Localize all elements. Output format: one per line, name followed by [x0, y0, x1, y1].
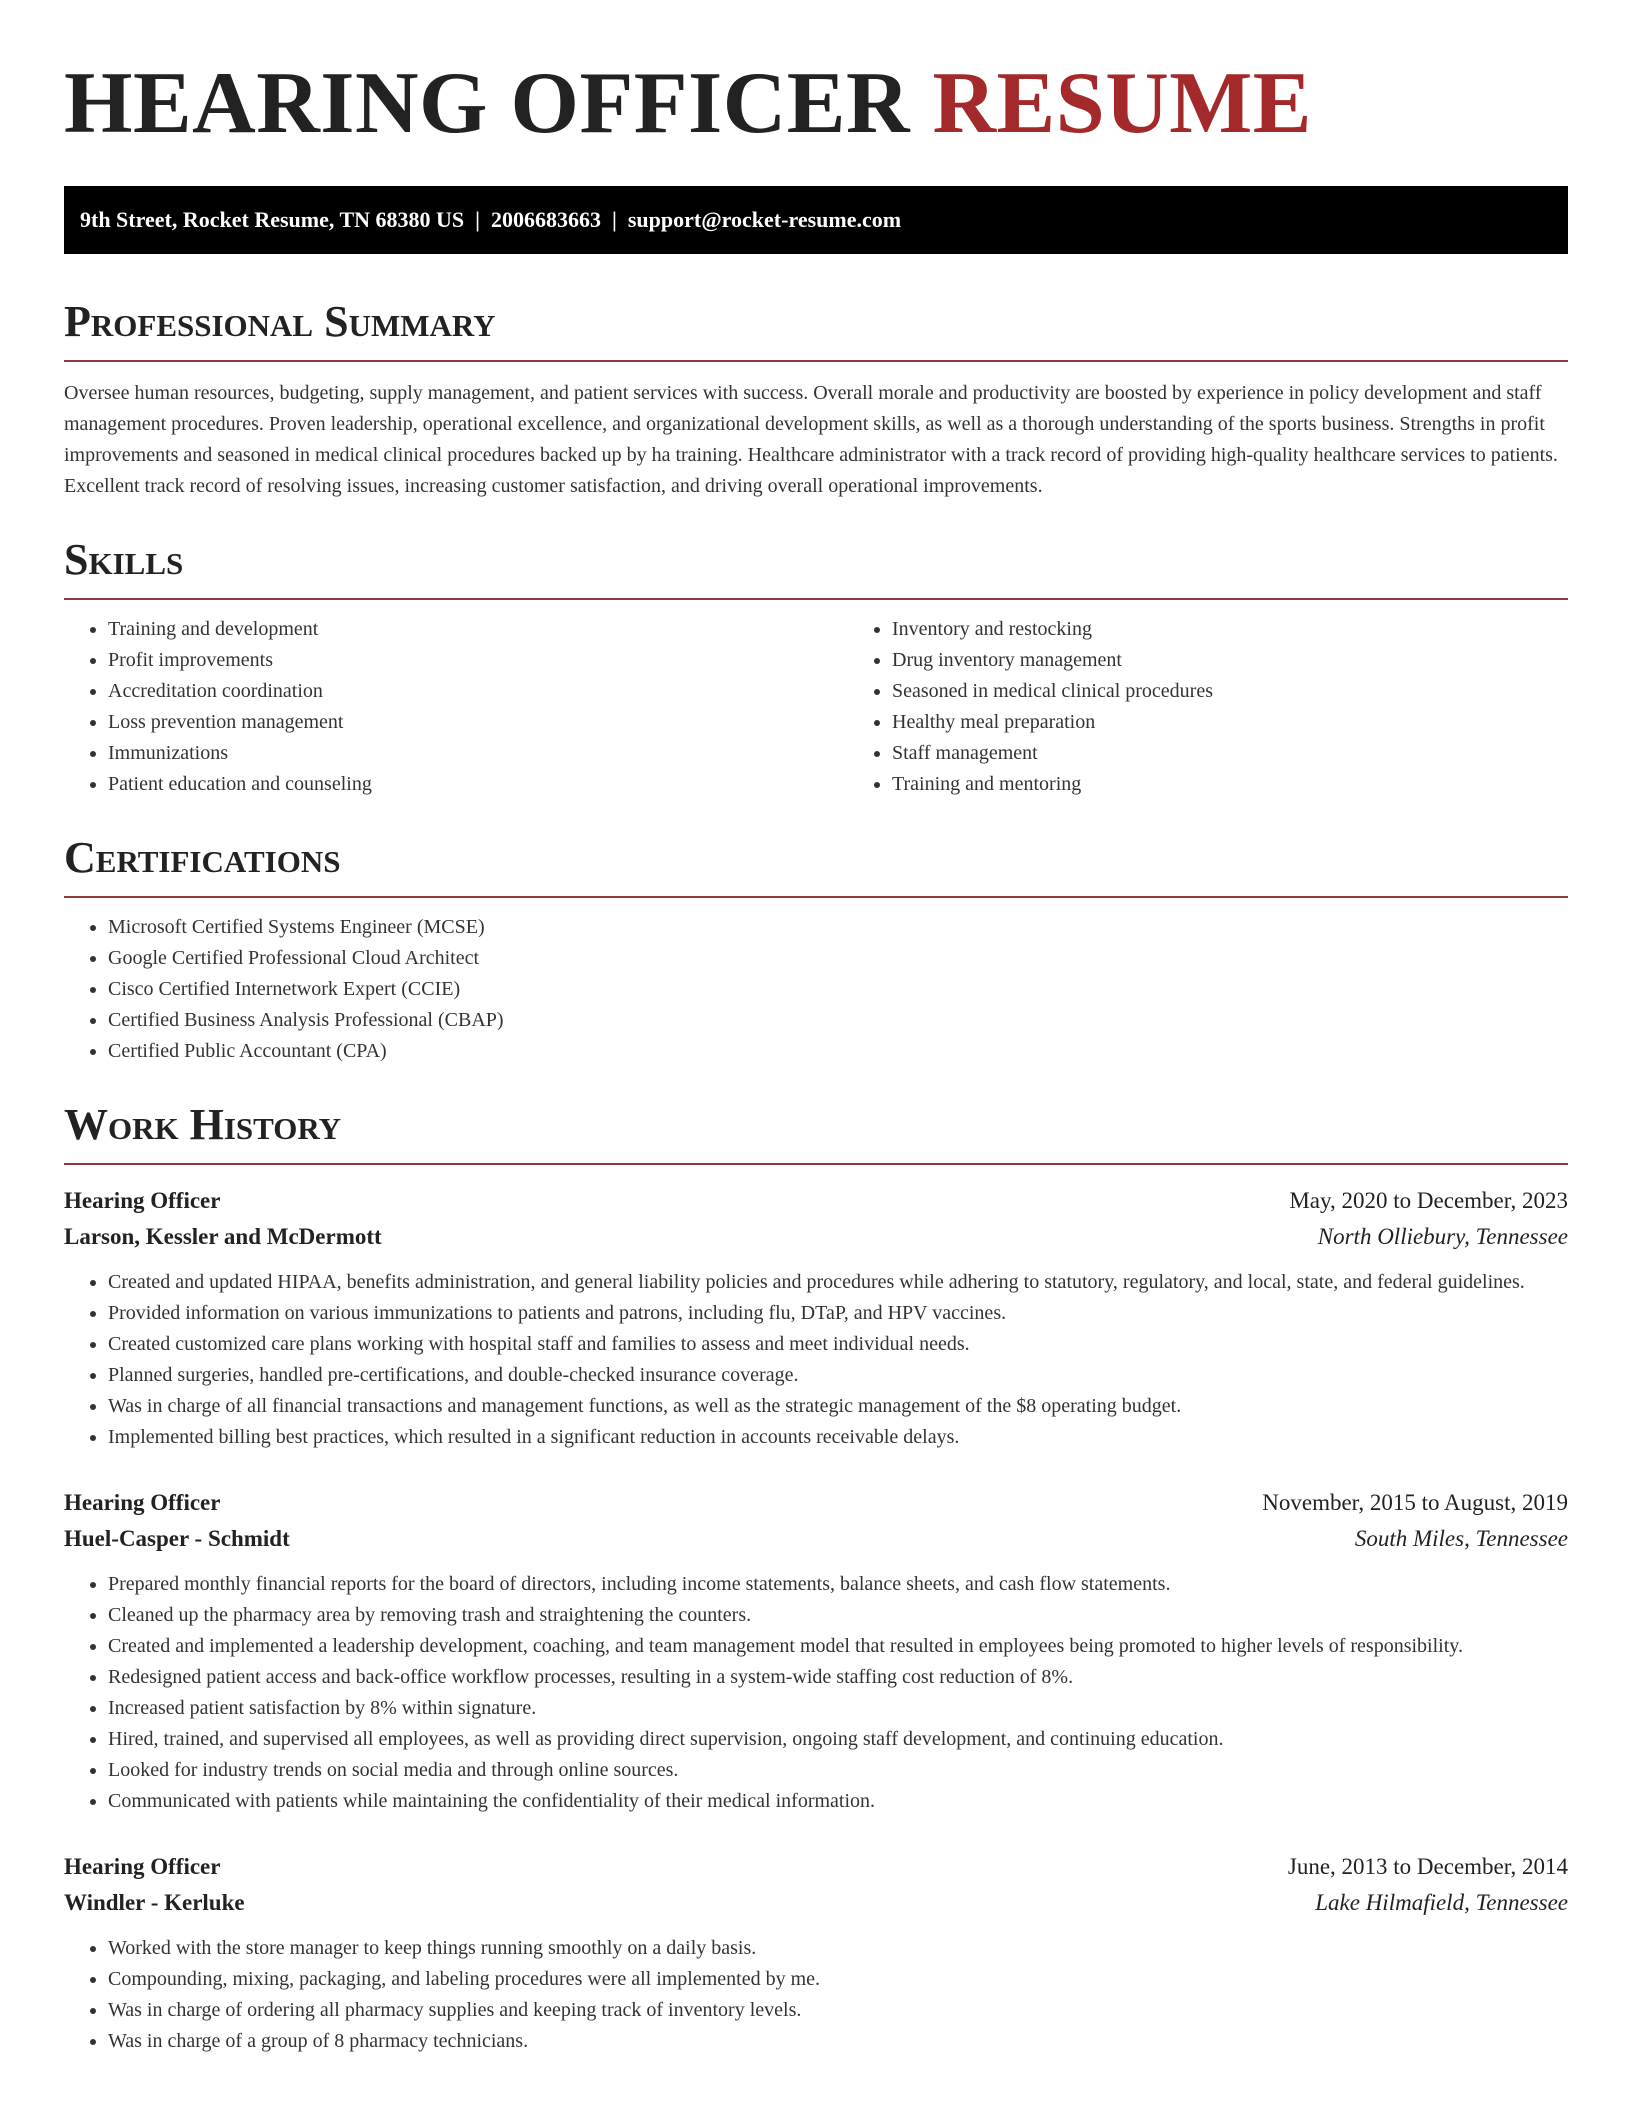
job-entry	[64, 1183, 1568, 1453]
skills-heading: Skills	[64, 532, 1568, 600]
job-bullet: • Worked with the store manager to keep things running smoothly on a daily basis.	[108, 1933, 1568, 1964]
job-header-row	[64, 1183, 1568, 1219]
certification-item: • Certified Business Analysis Professional (CBAP)	[108, 1005, 1568, 1036]
job-bullet: • Planned surgeries, handled pre-certifications, and double-checked insurance coverage.	[108, 1360, 1568, 1391]
certification-item: • Google Certified Professional Cloud Architect	[108, 943, 1568, 974]
job-dates: November, 2015 to August, 2019	[1262, 1490, 1568, 1515]
job-company: Huel-Casper - Schmidt	[64, 1526, 290, 1551]
skill-item: • Patient education and counseling	[108, 769, 848, 800]
certifications-list	[64, 912, 1568, 1067]
job-location: North Olliebury, Tennessee	[1317, 1224, 1568, 1249]
job-bullet: • Was in charge of ordering all pharmacy supplies and keeping track of inventory levels.	[108, 1995, 1568, 2026]
skills-column-1	[64, 614, 848, 800]
job-location: South Miles, Tennessee	[1354, 1526, 1568, 1551]
resume-page	[64, 56, 1568, 2057]
summary-text: Oversee human resources, budgeting, supply management, and patient services with success. Overall morale and productivity are boosted by experience in policy development and staff management procedures. Proven leadership, operational excellence, and organizational development skills, as well as a thorough understanding of the sports business. Strengths in profit improvements and seasoned in medical clinical procedures backed up by ha training. Healthcare administrator with a track record of providing high-quality healthcare services to patients. Excellent track record of resolving issues, increasing customer satisfaction, and driving overall operational improvements.	[64, 382, 1558, 497]
job-bullets	[64, 1569, 1568, 1817]
job-entry	[64, 1485, 1568, 1817]
skill-item: • Profit improvements	[108, 645, 848, 676]
job-bullet: • Prepared monthly financial reports for the board of directors, including income statements, balance sheets, and cash flow statements.	[108, 1569, 1568, 1600]
job-bullet: • Cleaned up the pharmacy area by removing trash and straightening the counters.	[108, 1600, 1568, 1631]
skill-item: • Training and development	[108, 614, 848, 645]
job-entry	[64, 1849, 1568, 2057]
summary-heading: Professional Summary	[64, 294, 1568, 362]
job-title: Hearing Officer	[64, 1188, 221, 1213]
certifications-heading: Certifications	[64, 830, 1568, 898]
skill-item: • Healthy meal preparation	[892, 707, 1568, 738]
title-accent: RESUME	[932, 55, 1312, 152]
certification-item: • Microsoft Certified Systems Engineer (MCSE)	[108, 912, 1568, 943]
skill-item: • Seasoned in medical clinical procedures	[892, 676, 1568, 707]
job-company-row	[64, 1885, 1568, 1921]
contact-bar: 9th Street, Rocket Resume, TN 68380 US | 2006683663 | support@rocket-resume.com	[64, 186, 1568, 254]
skill-item: • Accreditation coordination	[108, 676, 848, 707]
job-bullet: • Hired, trained, and supervised all employees, as well as providing direct supervision, ongoing staff development, and continuing education.	[108, 1724, 1568, 1755]
job-header-row	[64, 1849, 1568, 1885]
job-dates: June, 2013 to December, 2014	[1287, 1854, 1568, 1879]
job-bullet: • Provided information on various immunizations to patients and patrons, including flu, DTaP, and HPV vaccines.	[108, 1298, 1568, 1329]
job-company-row	[64, 1219, 1568, 1255]
skill-item: • Drug inventory management	[892, 645, 1568, 676]
job-bullet: • Was in charge of all financial transactions and management functions, as well as the strategic management of the $8 operating budget.	[108, 1391, 1568, 1422]
job-bullet: • Compounding, mixing, packaging, and labeling procedures were all implemented by me.	[108, 1964, 1568, 1995]
job-company: Larson, Kessler and McDermott	[64, 1224, 382, 1249]
certification-item: • Cisco Certified Internetwork Expert (CCIE)	[108, 974, 1568, 1005]
skill-item: • Loss prevention management	[108, 707, 848, 738]
job-title: Hearing Officer	[64, 1854, 221, 1879]
job-title: Hearing Officer	[64, 1490, 221, 1515]
job-bullets	[64, 1933, 1568, 2057]
work-history-heading: Work History	[64, 1097, 1568, 1165]
resume-title	[64, 56, 1568, 152]
skill-item: • Immunizations	[108, 738, 848, 769]
job-bullet: • Created and updated HIPAA, benefits administration, and general liability policies and procedures while adhering to statutory, regulatory, and local, state, and federal guidelines.	[108, 1267, 1568, 1298]
skills-column-2	[848, 614, 1568, 800]
job-bullet: • Communicated with patients while maintaining the confidentiality of their medical information.	[108, 1786, 1568, 1817]
job-bullet: • Created and implemented a leadership development, coaching, and team management model that resulted in employees being promoted to higher levels of responsibility.	[108, 1631, 1568, 1662]
job-bullet: • Was in charge of a group of 8 pharmacy technicians.	[108, 2026, 1568, 2057]
skill-item: • Inventory and restocking	[892, 614, 1568, 645]
job-bullet: • Redesigned patient access and back-office workflow processes, resulting in a system-wide staffing cost reduction of 8%.	[108, 1662, 1568, 1693]
skill-item: • Staff management	[892, 738, 1568, 769]
job-location: Lake Hilmafield, Tennessee	[1315, 1890, 1568, 1915]
job-dates: May, 2020 to December, 2023	[1289, 1188, 1568, 1213]
job-bullet: • Looked for industry trends on social media and through online sources.	[108, 1755, 1568, 1786]
title-main: HEARING OFFICER	[64, 55, 910, 152]
job-bullet: • Created customized care plans working with hospital staff and families to assess and meet individual needs.	[108, 1329, 1568, 1360]
skill-item: • Training and mentoring	[892, 769, 1568, 800]
job-company-row	[64, 1521, 1568, 1557]
skills-list	[64, 600, 1568, 800]
job-header-row	[64, 1485, 1568, 1521]
job-bullet: • Implemented billing best practices, which resulted in a significant reduction in accounts receivable delays.	[108, 1422, 1568, 1453]
job-company: Windler - Kerluke	[64, 1890, 245, 1915]
job-bullet: • Increased patient satisfaction by 8% within signature.	[108, 1693, 1568, 1724]
certification-item: • Certified Public Accountant (CPA)	[108, 1036, 1568, 1067]
job-bullets	[64, 1267, 1568, 1453]
